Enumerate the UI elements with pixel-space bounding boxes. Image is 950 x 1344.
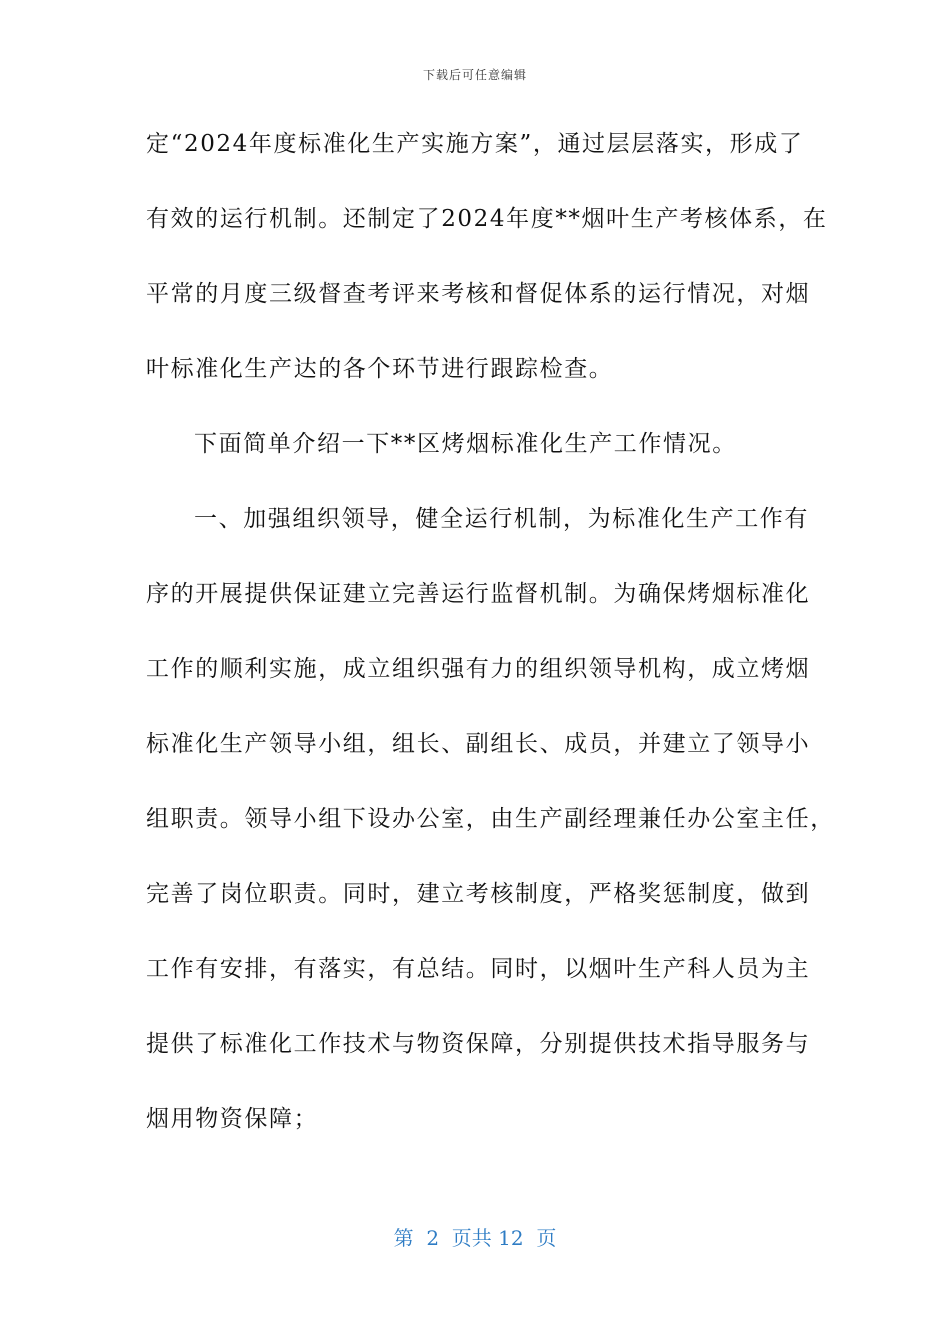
- paragraph-line: 序的开展提供保证建立完善运行监督机制。为确保烤烟标准化: [146, 581, 811, 607]
- paragraph-line: 完善了岗位职责。同时，建立考核制度，严格奖惩制度，做到: [146, 881, 811, 907]
- paragraph-line: 工作的顺利实施，成立组织强有力的组织领导机构，成立烤烟: [146, 656, 811, 682]
- page-number-footer: 第 2 页共 12 页: [393, 1226, 557, 1250]
- header-note: 下载后可任意编辑: [422, 68, 527, 82]
- paragraph-line: 烟用物资保障；: [146, 1106, 319, 1132]
- paragraph-line: 一、加强组织领导，健全运行机制，为标准化生产工作有: [194, 506, 809, 532]
- paragraph-line: 工作有安排，有落实，有总结。同时，以烟叶生产科人员为主: [146, 956, 811, 982]
- paragraph-line: 平常的月度三级督查考评来考核和督促体系的运行情况，对烟: [146, 281, 811, 307]
- paragraph-line: 标准化生产领导小组，组长、副组长、成员，并建立了领导小: [146, 731, 811, 757]
- paragraph-line: 下面简单介绍一下**区烤烟标准化生产工作情况。: [194, 431, 737, 457]
- document-body: [146, 118, 835, 1168]
- paragraph-line: 定“2024年度标准化生产实施方案”，通过层层落实，形成了: [146, 131, 804, 157]
- paragraph-line: 叶标准化生产达的各个环节进行跟踪检查。: [146, 356, 614, 382]
- paragraph-line: 有效的运行机制。还制定了2024年度**烟叶生产考核体系，在: [146, 206, 828, 232]
- paragraph-line: 组职责。领导小组下设办公室，由生产副经理兼任办公室主任，: [146, 806, 835, 832]
- paragraph-line: 提供了标准化工作技术与物资保障，分别提供技术指导服务与: [146, 1031, 811, 1057]
